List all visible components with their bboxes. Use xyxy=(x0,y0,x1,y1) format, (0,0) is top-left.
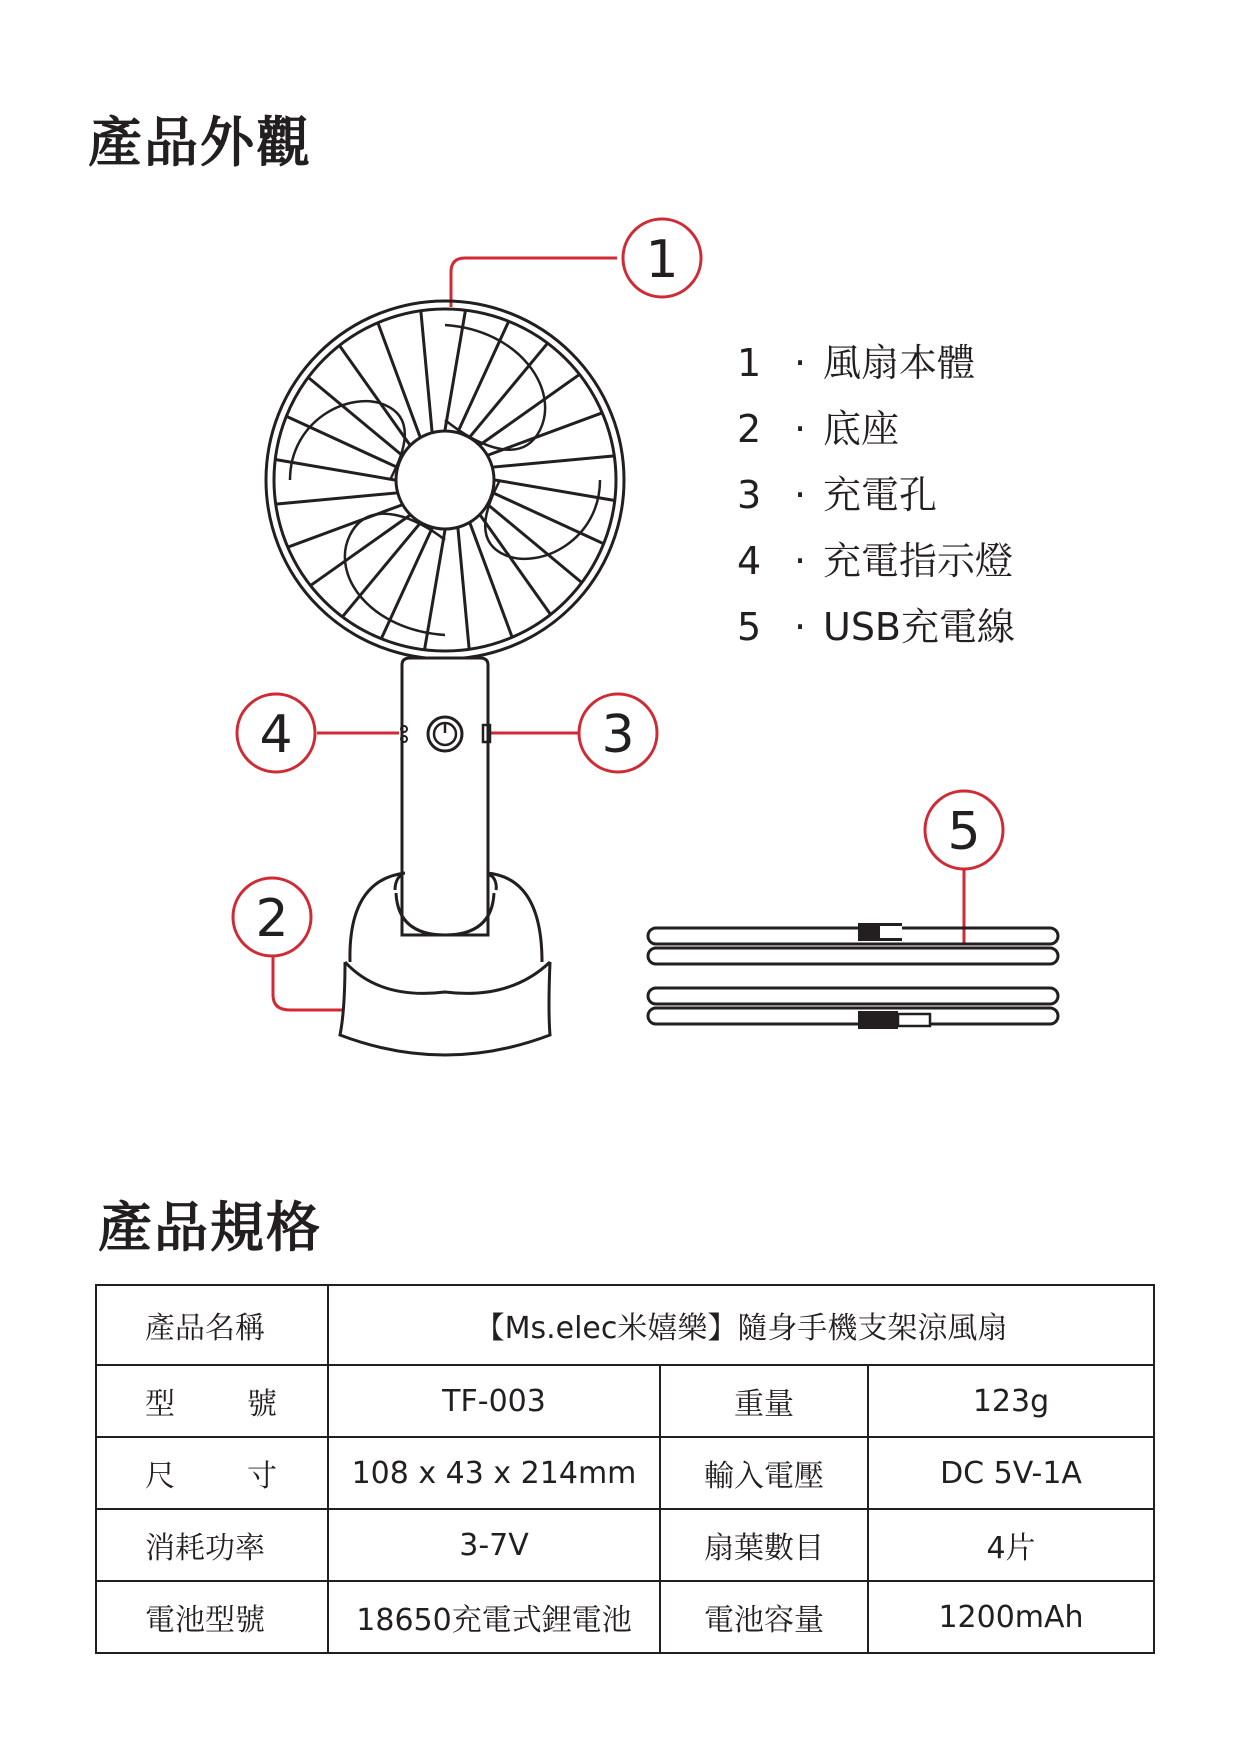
legend-label: USB充電線 xyxy=(823,605,1016,649)
specs-title: 產品規格 xyxy=(98,1196,322,1259)
grille-spoke xyxy=(470,523,512,637)
grille-spoke xyxy=(495,480,615,500)
grille-spoke xyxy=(378,323,420,437)
legend-item xyxy=(737,396,1015,462)
grille-spoke xyxy=(381,528,432,638)
legend-label: 充電孔 xyxy=(823,473,938,517)
grille-spoke xyxy=(480,515,550,614)
legend-item xyxy=(737,462,1015,528)
spec-label: 重量 xyxy=(660,1365,868,1437)
spec-value: 123g xyxy=(868,1365,1154,1437)
callout-3-label: 3 xyxy=(601,705,635,765)
legend-item xyxy=(737,330,1015,396)
legend-item xyxy=(737,528,1015,594)
spec-label: 扇葉數目 xyxy=(660,1509,868,1581)
spec-value: DC 5V-1A xyxy=(868,1437,1154,1509)
callout-1-label: 1 xyxy=(645,230,679,290)
legend-number: 2 xyxy=(737,407,762,451)
usb-cable xyxy=(648,923,1058,1029)
callout-4-label: 4 xyxy=(259,705,293,765)
spec-label: 消耗功率 xyxy=(96,1509,328,1581)
grille-spoke xyxy=(493,493,603,544)
spec-label-text: 型 號 xyxy=(145,1387,277,1422)
callout-5-label: 5 xyxy=(947,802,981,862)
grille-spoke xyxy=(339,345,409,444)
grille-spoke xyxy=(276,493,397,504)
spec-label: 產品名稱 xyxy=(96,1285,328,1365)
spec-label xyxy=(96,1365,328,1437)
grille-spoke xyxy=(480,374,579,444)
callout-2-label: 2 xyxy=(255,889,289,949)
spec-label xyxy=(96,1437,328,1509)
table-row xyxy=(96,1509,1154,1581)
legend-separator: · xyxy=(793,605,807,649)
callout-2-leader xyxy=(273,956,342,1010)
table-row xyxy=(96,1365,1154,1437)
spec-value: TF-003 xyxy=(328,1365,660,1437)
legend-label: 底座 xyxy=(823,407,900,451)
spec-label-text: 尺 寸 xyxy=(145,1459,277,1494)
table-row xyxy=(96,1581,1154,1653)
spec-label: 電池容量 xyxy=(660,1581,868,1653)
legend-label: 風扇本體 xyxy=(823,341,976,385)
grille-spoke xyxy=(275,460,395,480)
legend-number: 3 xyxy=(737,473,762,517)
legend-label: 充電指示燈 xyxy=(823,539,1014,583)
table-row xyxy=(96,1285,1154,1365)
grille-spoke xyxy=(458,321,509,431)
spec-label: 輸入電壓 xyxy=(660,1437,868,1509)
grille-spoke xyxy=(288,505,402,547)
grille-spoke xyxy=(421,311,432,432)
grille-spoke xyxy=(310,515,409,585)
legend-separator: · xyxy=(793,473,807,517)
grille-spoke xyxy=(458,528,469,649)
legend-separator: · xyxy=(793,539,807,583)
legend-separator: · xyxy=(793,407,807,451)
legend-number: 1 xyxy=(737,341,762,385)
spec-value: 1200mAh xyxy=(868,1581,1154,1653)
spec-value: 3-7V xyxy=(328,1509,660,1581)
spec-value: 4片 xyxy=(868,1509,1154,1581)
specs-table xyxy=(95,1284,1155,1654)
spec-value-product-name: 【Ms.elec米嬉樂】隨身手機支架涼風扇 xyxy=(328,1285,1154,1365)
spec-value: 108 x 43 x 214mm xyxy=(328,1437,660,1509)
legend-item xyxy=(737,594,1015,660)
legend-number: 5 xyxy=(737,605,762,649)
grille-spoke xyxy=(493,456,614,467)
legend-number: 4 xyxy=(737,539,762,583)
appearance-title: 產品外觀 xyxy=(88,111,312,174)
legend-separator: · xyxy=(793,341,807,385)
spec-label: 電池型號 xyxy=(96,1581,328,1653)
fan-head xyxy=(266,301,624,659)
fan-handle xyxy=(401,658,490,935)
parts-legend xyxy=(737,330,1015,660)
grille-spoke xyxy=(286,416,396,467)
table-row xyxy=(96,1437,1154,1509)
spec-value: 18650充電式鋰電池 xyxy=(328,1581,660,1653)
callout-1-leader xyxy=(451,258,617,307)
